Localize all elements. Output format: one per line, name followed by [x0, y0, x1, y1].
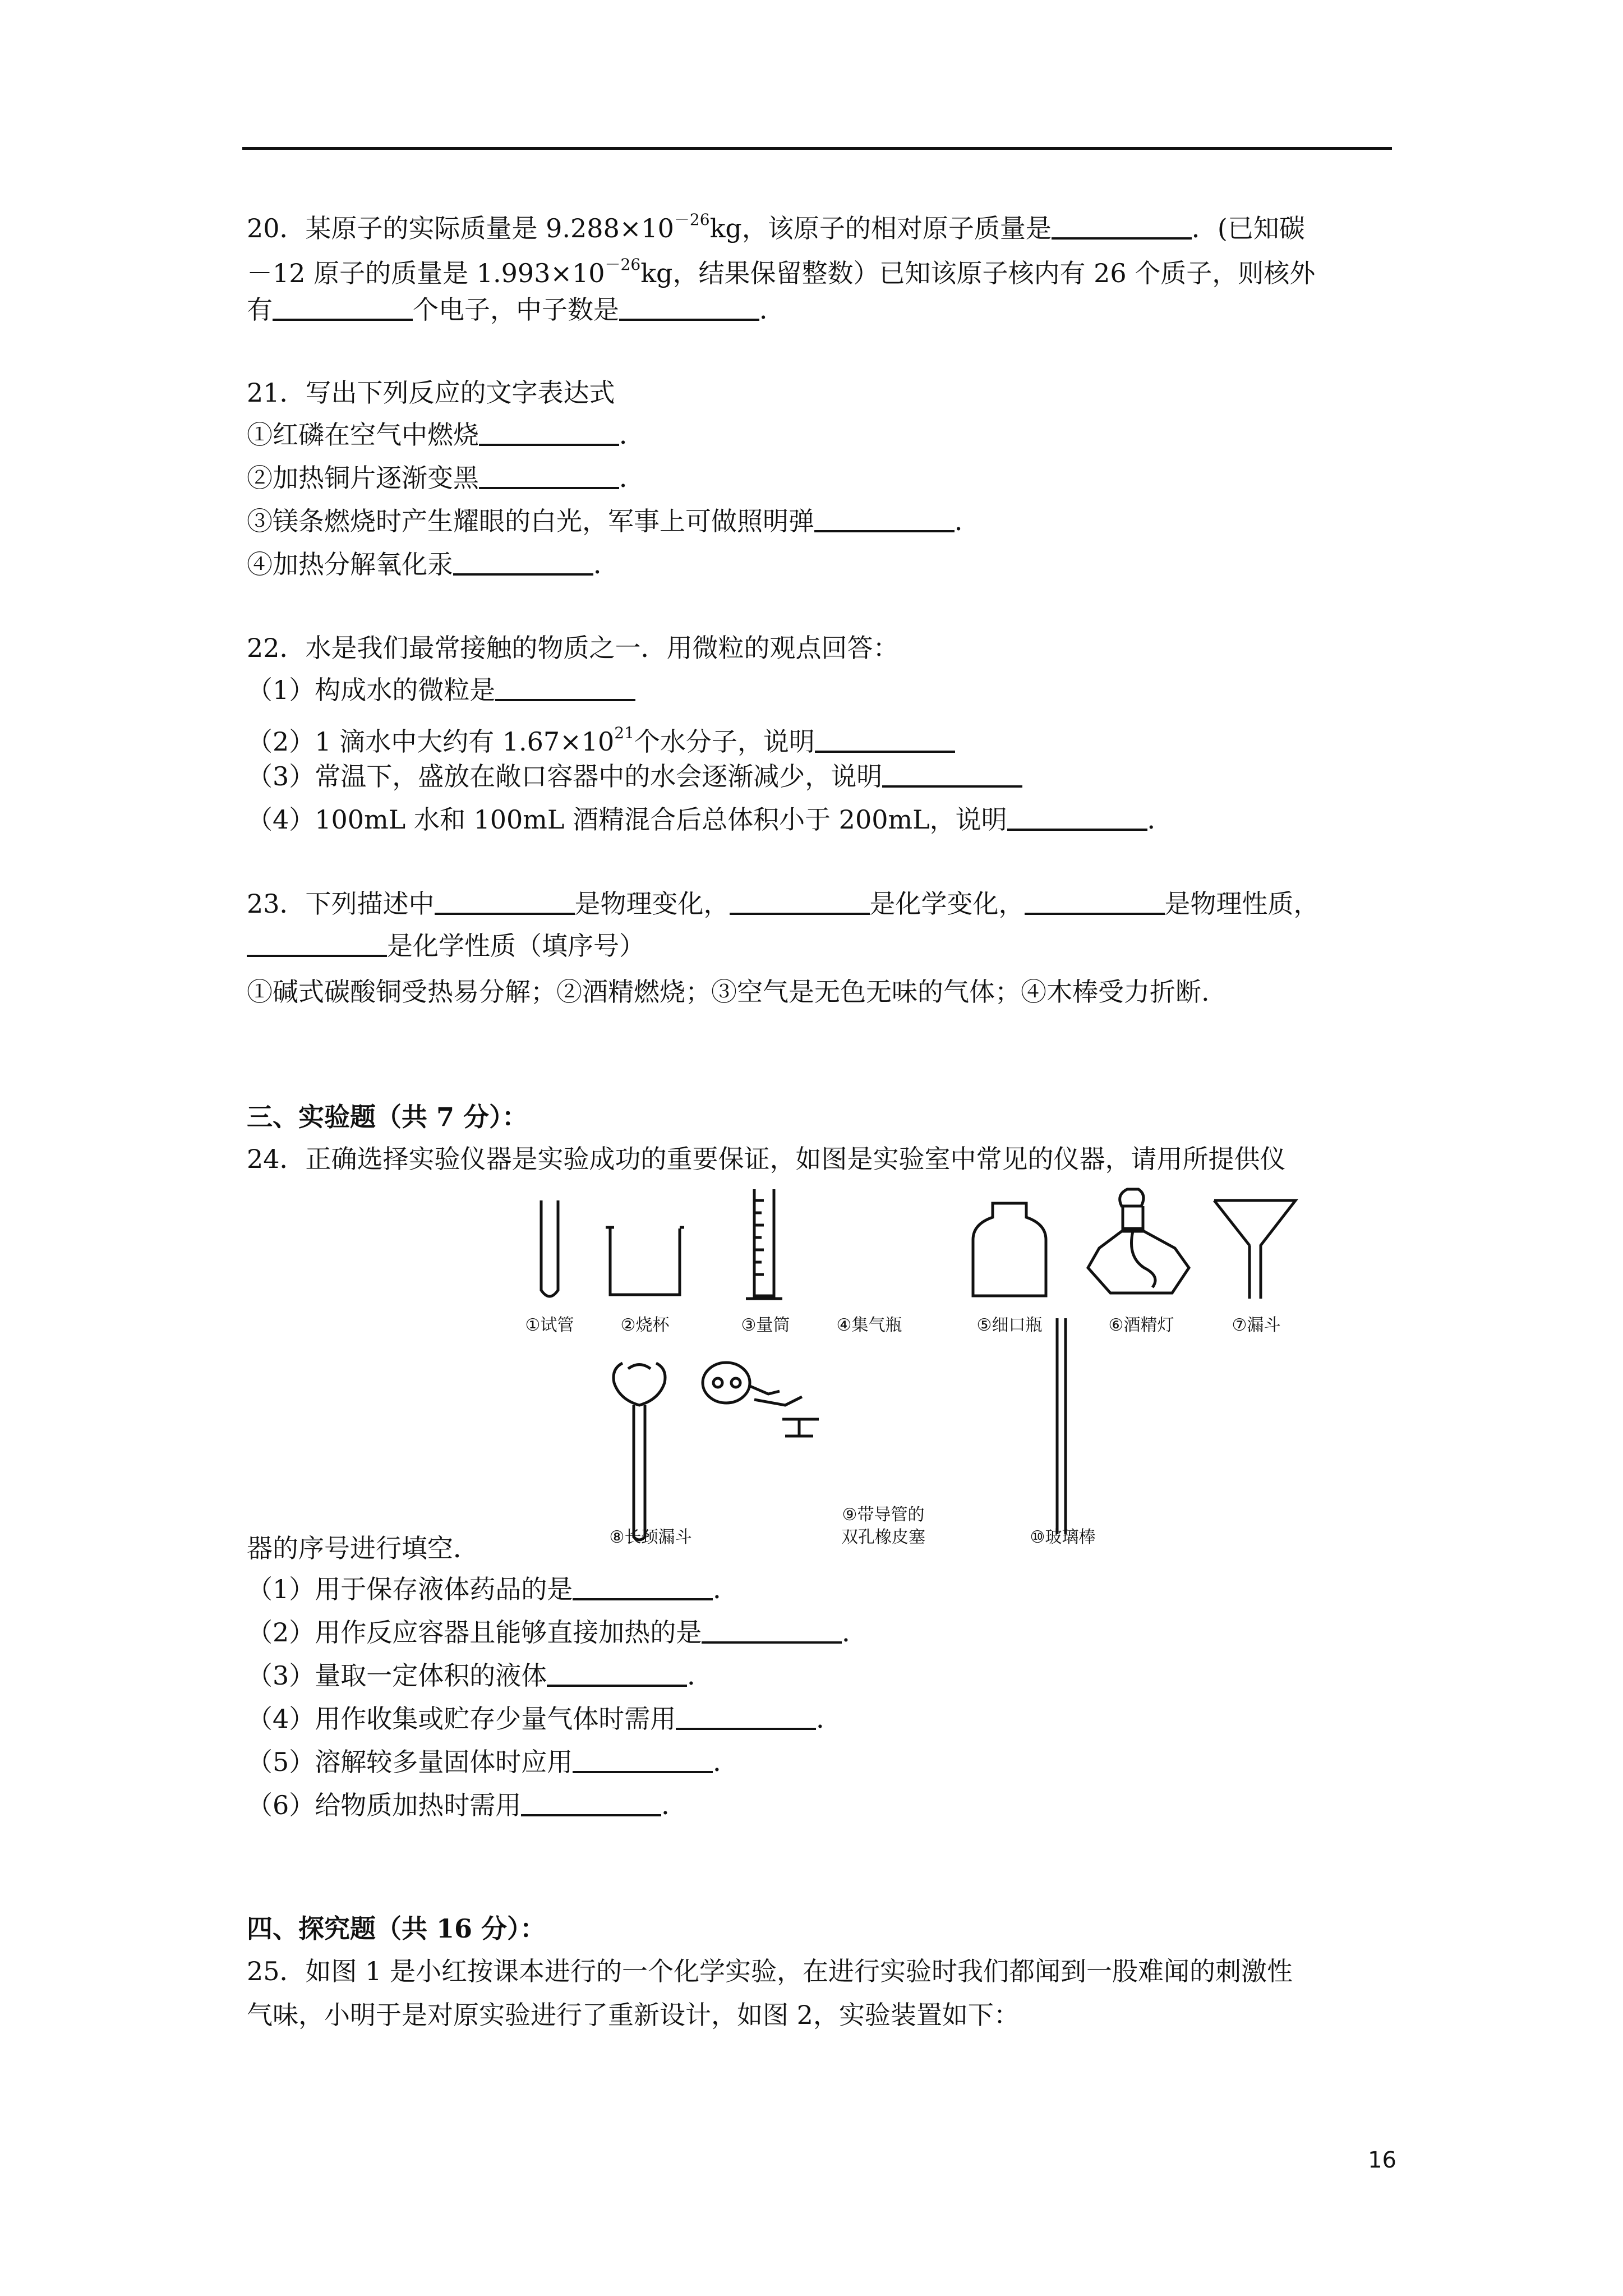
q21-title: 21．写出下列反应的文字表达式: [247, 378, 615, 408]
q24-item-2: （2）用作反应容器且能够直接加热的是 ．: [247, 1617, 868, 1648]
q24-blank-5[interactable]: [573, 1749, 713, 1773]
q20-blank-neutrons[interactable]: [619, 296, 759, 321]
caption-gas-jar: ④集气瓶: [836, 1315, 902, 1335]
q20-line1: 20．某原子的实际质量是 $9.288\times 10^{-26}kg$，该原子的相对原子质量是 ．(已知碳: [247, 210, 1305, 243]
beaker-icon: [606, 1227, 684, 1295]
test-tube-icon: [541, 1200, 558, 1296]
caption-funnel: ⑦漏斗: [1232, 1315, 1281, 1335]
q22-title: 22．水是我们最常接触的物质之一．用微粒的观点回答：: [247, 633, 899, 663]
glass-rod-icon: [1057, 1318, 1066, 1534]
apparatus-figure: [471, 1184, 1335, 1576]
q23-line2: 是化学性质（填序号）: [247, 929, 645, 963]
q22-blank-3[interactable]: [882, 763, 1022, 788]
caption-lamp: ⑥酒精灯: [1108, 1315, 1174, 1335]
q22-item-2: （2）1 滴水中大约有 $1.67\times 10^{21}$个水分子，说明: [247, 716, 955, 758]
q22-blank-4[interactable]: [1007, 806, 1147, 831]
reagent-bottle-icon: [973, 1203, 1046, 1296]
q24-blank-2[interactable]: [702, 1619, 842, 1644]
q24-blank-4[interactable]: [676, 1705, 816, 1730]
caption-test-tube: ①试管: [525, 1315, 574, 1335]
q24-continuation: 器的序号进行填空．: [247, 1533, 479, 1563]
q23-blank-physical-change[interactable]: [435, 890, 575, 915]
alcohol-lamp-icon: [1088, 1189, 1189, 1293]
caption-stopper-2: 双孔橡皮塞: [841, 1527, 925, 1547]
page-number: 16: [1368, 2147, 1396, 2173]
q24-title: 24．正确选择实验仪器是实验成功的重要保证，如图是实验室中常见的仪器，请用所提供仪: [247, 1144, 1286, 1174]
q21-blank-3[interactable]: [814, 508, 955, 532]
q24-item-4: （4）用作收集或贮存少量气体时需用 ．: [247, 1704, 842, 1734]
q21-item-4: ④加热分解氧化汞 ．: [247, 549, 619, 579]
caption-stopper-1: ⑨带导管的: [842, 1505, 925, 1525]
q22-blank-2[interactable]: [815, 728, 955, 753]
caption-glass-rod: ⑩玻璃棒: [1030, 1527, 1096, 1547]
caption-beaker: ②烧杯: [620, 1315, 670, 1335]
measuring-cylinder-icon: [746, 1189, 782, 1299]
q24-blank-1[interactable]: [573, 1576, 713, 1600]
q24-blank-3[interactable]: [547, 1662, 687, 1687]
funnel-icon: [1214, 1200, 1295, 1299]
long-neck-funnel-icon: [614, 1363, 665, 1540]
caption-bottle: ⑤细口瓶: [976, 1315, 1043, 1335]
q24-item-1: （1）用于保存液体药品的是 ．: [247, 1574, 739, 1604]
q23-blank-chemical-property[interactable]: [247, 932, 387, 957]
section-4-heading: 四、探究题（共 16 分）：: [247, 1913, 546, 1944]
q20-blank-mass[interactable]: [1052, 215, 1192, 240]
q23-blank-physical-property[interactable]: [1025, 890, 1165, 915]
q23-blank-chemical-change[interactable]: [730, 890, 870, 915]
q20-line2: －12 原子的质量是 $1.993\times 10^{-26}kg$，结果保留整数）已知该原子核内有 26 个质子，则核外: [247, 255, 1316, 288]
q20-blank-electrons[interactable]: [273, 296, 413, 321]
q22-blank-1[interactable]: [495, 677, 635, 701]
q21-item-2: ②加热铜片逐渐变黑 ．: [247, 463, 645, 493]
q21-item-1: ①红磷在空气中燃烧 ．: [247, 420, 645, 450]
stopper-with-tube-icon: [703, 1363, 819, 1436]
q25-line2: 气味，小明于是对原实验进行了重新设计，如图 2，实验装置如下：: [247, 2000, 1020, 2030]
q20-line3: 有 个电子，中子数是 ．: [247, 295, 785, 325]
q21-blank-1[interactable]: [479, 421, 619, 446]
q21-blank-4[interactable]: [453, 551, 593, 576]
section-3-heading: 三、实验题（共 7 分）：: [247, 1102, 528, 1132]
q23-line1: 23．下列描述中 是物理变化， 是化学变化， 是物理性质，: [247, 889, 1320, 919]
q24-item-3: （3）量取一定体积的液体 ．: [247, 1660, 713, 1691]
q21-item-3: ③镁条燃烧时产生耀眼的白光，军事上可做照明弹 ．: [247, 506, 980, 536]
q23-options: ①碱式碳酸铜受热易分解；②酒精燃烧；③空气是无色无味的气体；④木棒受力折断.: [247, 977, 1210, 1007]
q22-item-3: （3）常温下，盛放在敞口容器中的水会逐渐减少，说明: [247, 760, 1022, 793]
header-rule: [242, 147, 1392, 150]
q24-item-5: （5）溶解较多量固体时应用 ．: [247, 1747, 739, 1777]
q21-blank-2[interactable]: [479, 464, 619, 489]
caption-long-funnel: ⑧长颈漏斗: [609, 1527, 692, 1547]
q22-item-1: （1）构成水的微粒是: [247, 673, 635, 707]
q25-line1: 25．如图 1 是小红按课本进行的一个化学实验，在进行实验时我们都闻到一股难闻的刺激性: [247, 1956, 1293, 1986]
q24-blank-6[interactable]: [521, 1792, 661, 1816]
q22-item-4: （4）100mL 水和 100mL 酒精混合后总体积小于 200mL，说明 ．: [247, 804, 1173, 835]
caption-cylinder: ③量筒: [741, 1315, 790, 1335]
q24-item-6: （6）给物质加热时需用 ．: [247, 1790, 688, 1820]
